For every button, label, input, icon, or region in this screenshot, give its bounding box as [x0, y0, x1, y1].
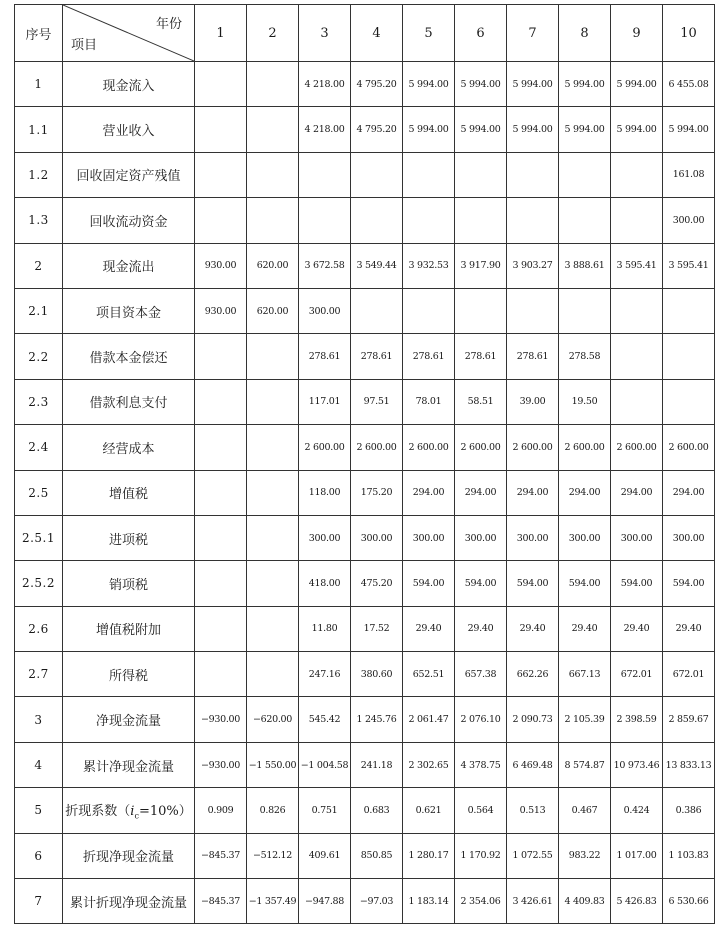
row-item: 所得税: [63, 652, 195, 697]
value-cell: [507, 198, 559, 243]
cash-flow-table: [14, 4, 715, 924]
row-item: 借款利息支付: [63, 379, 195, 424]
value-cell: 930.00: [195, 288, 247, 333]
value-cell: [195, 107, 247, 152]
row-seq: 6: [15, 833, 63, 878]
row-seq: 2.2: [15, 334, 63, 379]
value-cell: 2 859.67: [663, 697, 715, 742]
value-cell: [299, 152, 351, 197]
value-cell: 1 183.14: [403, 879, 455, 924]
table-row: [15, 879, 715, 924]
value-cell: [455, 152, 507, 197]
value-cell: [663, 379, 715, 424]
value-cell: 300.00: [559, 515, 611, 560]
value-cell: 2 090.73: [507, 697, 559, 742]
value-cell: 294.00: [507, 470, 559, 515]
value-cell: 0.683: [351, 788, 403, 833]
value-cell: 4 218.00: [299, 107, 351, 152]
value-cell: 0.751: [299, 788, 351, 833]
value-cell: 294.00: [455, 470, 507, 515]
row-seq: 4: [15, 742, 63, 787]
value-cell: 3 595.41: [611, 243, 663, 288]
value-cell: 594.00: [611, 561, 663, 606]
value-cell: 247.16: [299, 652, 351, 697]
row-item: 净现金流量: [63, 697, 195, 742]
value-cell: 117.01: [299, 379, 351, 424]
value-cell: 300.00: [351, 515, 403, 560]
value-cell: 3 888.61: [559, 243, 611, 288]
value-cell: −930.00: [195, 697, 247, 742]
value-cell: 4 795.20: [351, 107, 403, 152]
row-seq: 2.5.2: [15, 561, 63, 606]
row-item: 累计净现金流量: [63, 742, 195, 787]
value-cell: 3 595.41: [663, 243, 715, 288]
value-cell: 300.00: [663, 198, 715, 243]
value-cell: [247, 379, 299, 424]
value-cell: [247, 107, 299, 152]
value-cell: −930.00: [195, 742, 247, 787]
row-seq: 5: [15, 788, 63, 833]
value-cell: −1 550.00: [247, 742, 299, 787]
value-cell: 6 455.08: [663, 62, 715, 107]
header-diagonal-cell: [63, 5, 195, 62]
row-item: 累计折现净现金流量: [63, 879, 195, 924]
value-cell: 5 994.00: [455, 62, 507, 107]
row-item: 回收流动资金: [63, 198, 195, 243]
row-item: 现金流入: [63, 62, 195, 107]
value-cell: −845.37: [195, 833, 247, 878]
value-cell: [663, 288, 715, 333]
table-row: [15, 652, 715, 697]
header-year: 5: [403, 5, 455, 62]
row-item: [63, 788, 195, 833]
table-body: [15, 62, 715, 924]
value-cell: 29.40: [455, 606, 507, 651]
row-seq: 3: [15, 697, 63, 742]
row-item: 营业收入: [63, 107, 195, 152]
value-cell: 380.60: [351, 652, 403, 697]
value-cell: [403, 288, 455, 333]
value-cell: [507, 288, 559, 333]
value-cell: 29.40: [611, 606, 663, 651]
value-cell: [247, 62, 299, 107]
value-cell: 1 017.00: [611, 833, 663, 878]
value-cell: [195, 561, 247, 606]
value-cell: [247, 652, 299, 697]
value-cell: 6 530.66: [663, 879, 715, 924]
value-cell: 5 994.00: [611, 107, 663, 152]
value-cell: 294.00: [403, 470, 455, 515]
value-cell: 300.00: [299, 288, 351, 333]
row-item: 项目资本金: [63, 288, 195, 333]
value-cell: 300.00: [299, 515, 351, 560]
table-row: [15, 606, 715, 651]
header-year: 6: [455, 5, 507, 62]
value-cell: 594.00: [455, 561, 507, 606]
value-cell: 594.00: [559, 561, 611, 606]
row-seq: 2: [15, 243, 63, 288]
row-item: 回收固定资产残值: [63, 152, 195, 197]
value-cell: 118.00: [299, 470, 351, 515]
value-cell: 5 994.00: [507, 107, 559, 152]
value-cell: [611, 152, 663, 197]
value-cell: [247, 561, 299, 606]
value-cell: 0.424: [611, 788, 663, 833]
row-item: 经营成本: [63, 425, 195, 470]
value-cell: 850.85: [351, 833, 403, 878]
header-year: 2: [247, 5, 299, 62]
value-cell: 662.26: [507, 652, 559, 697]
value-cell: 3 549.44: [351, 243, 403, 288]
value-cell: 6 469.48: [507, 742, 559, 787]
header-year: 10: [663, 5, 715, 62]
row-item: 现金流出: [63, 243, 195, 288]
value-cell: 545.42: [299, 697, 351, 742]
value-cell: 5 994.00: [559, 107, 611, 152]
value-cell: 657.38: [455, 652, 507, 697]
value-cell: 0.513: [507, 788, 559, 833]
row-item: 增值税: [63, 470, 195, 515]
value-cell: 2 600.00: [611, 425, 663, 470]
value-cell: 418.00: [299, 561, 351, 606]
value-cell: [559, 288, 611, 333]
value-cell: 78.01: [403, 379, 455, 424]
value-cell: 620.00: [247, 243, 299, 288]
value-cell: 4 795.20: [351, 62, 403, 107]
value-cell: [403, 198, 455, 243]
value-cell: 294.00: [663, 470, 715, 515]
table-row: [15, 561, 715, 606]
header-year: 4: [351, 5, 403, 62]
value-cell: 278.61: [299, 334, 351, 379]
value-cell: 4 409.83: [559, 879, 611, 924]
value-cell: 278.61: [455, 334, 507, 379]
value-cell: 475.20: [351, 561, 403, 606]
value-cell: [247, 515, 299, 560]
value-cell: 13 833.13: [663, 742, 715, 787]
row-seq: 1.1: [15, 107, 63, 152]
value-cell: [507, 152, 559, 197]
value-cell: 5 994.00: [611, 62, 663, 107]
value-cell: 39.00: [507, 379, 559, 424]
value-cell: 2 600.00: [559, 425, 611, 470]
value-cell: 278.61: [507, 334, 559, 379]
value-cell: 1 103.83: [663, 833, 715, 878]
value-cell: 0.621: [403, 788, 455, 833]
value-cell: [351, 288, 403, 333]
value-cell: 29.40: [507, 606, 559, 651]
row-seq: 1.2: [15, 152, 63, 197]
header-year-label: 年份: [155, 17, 182, 32]
value-cell: 594.00: [403, 561, 455, 606]
value-cell: 4 378.75: [455, 742, 507, 787]
value-cell: 409.61: [299, 833, 351, 878]
table-row: [15, 470, 715, 515]
value-cell: 3 426.61: [507, 879, 559, 924]
value-cell: [455, 288, 507, 333]
value-cell: 19.50: [559, 379, 611, 424]
value-cell: [611, 379, 663, 424]
value-cell: 5 994.00: [663, 107, 715, 152]
row-seq: 2.3: [15, 379, 63, 424]
table-row: [15, 198, 715, 243]
value-cell: 2 354.06: [455, 879, 507, 924]
row-item: 折现净现金流量: [63, 833, 195, 878]
value-cell: −97.03: [351, 879, 403, 924]
header-item-label: 项目: [71, 38, 98, 53]
value-cell: 983.22: [559, 833, 611, 878]
value-cell: 294.00: [611, 470, 663, 515]
row-seq: 2.6: [15, 606, 63, 651]
row-item: 借款本金偿还: [63, 334, 195, 379]
table-row: [15, 288, 715, 333]
table-row: [15, 788, 715, 833]
value-cell: 2 600.00: [507, 425, 559, 470]
value-cell: 5 994.00: [559, 62, 611, 107]
value-cell: [611, 334, 663, 379]
value-cell: −620.00: [247, 697, 299, 742]
value-cell: 2 076.10: [455, 697, 507, 742]
value-cell: 0.386: [663, 788, 715, 833]
value-cell: [247, 606, 299, 651]
table-row: [15, 379, 715, 424]
header-year: 7: [507, 5, 559, 62]
value-cell: 0.826: [247, 788, 299, 833]
value-cell: [663, 334, 715, 379]
value-cell: 278.61: [351, 334, 403, 379]
value-cell: −512.12: [247, 833, 299, 878]
value-cell: 300.00: [403, 515, 455, 560]
value-cell: 594.00: [663, 561, 715, 606]
row-item: 进项税: [63, 515, 195, 560]
value-cell: [195, 62, 247, 107]
value-cell: 930.00: [195, 243, 247, 288]
value-cell: 29.40: [403, 606, 455, 651]
header-year: 8: [559, 5, 611, 62]
item-suffix: =10%）: [138, 804, 192, 820]
value-cell: [195, 606, 247, 651]
value-cell: [195, 152, 247, 197]
value-cell: [403, 152, 455, 197]
table-row: [15, 243, 715, 288]
value-cell: 300.00: [507, 515, 559, 560]
value-cell: 652.51: [403, 652, 455, 697]
header-row: [15, 5, 715, 62]
value-cell: 5 994.00: [507, 62, 559, 107]
value-cell: 11.80: [299, 606, 351, 651]
value-cell: 0.909: [195, 788, 247, 833]
value-cell: 2 600.00: [663, 425, 715, 470]
item-variable-letter: i: [130, 804, 135, 820]
value-cell: 2 600.00: [351, 425, 403, 470]
value-cell: −1 004.58: [299, 742, 351, 787]
value-cell: 667.13: [559, 652, 611, 697]
row-seq: 2.5.1: [15, 515, 63, 560]
value-cell: [195, 425, 247, 470]
table-row: [15, 515, 715, 560]
value-cell: [351, 152, 403, 197]
row-seq: 2.7: [15, 652, 63, 697]
value-cell: 97.51: [351, 379, 403, 424]
table-row: [15, 107, 715, 152]
value-cell: 3 672.58: [299, 243, 351, 288]
value-cell: [247, 425, 299, 470]
value-cell: 3 903.27: [507, 243, 559, 288]
header-year: 3: [299, 5, 351, 62]
value-cell: [611, 198, 663, 243]
table-row: [15, 697, 715, 742]
value-cell: 1 280.17: [403, 833, 455, 878]
value-cell: 2 398.59: [611, 697, 663, 742]
value-cell: 278.58: [559, 334, 611, 379]
value-cell: 300.00: [663, 515, 715, 560]
value-cell: 5 426.83: [611, 879, 663, 924]
value-cell: 1 170.92: [455, 833, 507, 878]
value-cell: [559, 198, 611, 243]
value-cell: [195, 198, 247, 243]
row-seq: 1.3: [15, 198, 63, 243]
value-cell: 2 105.39: [559, 697, 611, 742]
value-cell: 161.08: [663, 152, 715, 197]
value-cell: 0.564: [455, 788, 507, 833]
value-cell: 29.40: [663, 606, 715, 651]
table-row: [15, 425, 715, 470]
value-cell: [247, 152, 299, 197]
value-cell: 3 917.90: [455, 243, 507, 288]
value-cell: 5 994.00: [455, 107, 507, 152]
value-cell: [247, 198, 299, 243]
value-cell: 278.61: [403, 334, 455, 379]
value-cell: [195, 379, 247, 424]
value-cell: 4 218.00: [299, 62, 351, 107]
header-year: 1: [195, 5, 247, 62]
value-cell: [351, 198, 403, 243]
value-cell: [247, 470, 299, 515]
row-seq: 7: [15, 879, 63, 924]
value-cell: 1 245.76: [351, 697, 403, 742]
row-seq: 2.5: [15, 470, 63, 515]
value-cell: [299, 198, 351, 243]
value-cell: [559, 152, 611, 197]
value-cell: [455, 198, 507, 243]
value-cell: [611, 288, 663, 333]
table-row: [15, 152, 715, 197]
value-cell: 0.467: [559, 788, 611, 833]
table-row: [15, 742, 715, 787]
table-row: [15, 334, 715, 379]
value-cell: 2 302.65: [403, 742, 455, 787]
value-cell: 3 932.53: [403, 243, 455, 288]
row-seq: 1: [15, 62, 63, 107]
value-cell: 8 574.87: [559, 742, 611, 787]
value-cell: −947.88: [299, 879, 351, 924]
value-cell: 2 600.00: [299, 425, 351, 470]
value-cell: 2 061.47: [403, 697, 455, 742]
value-cell: 1 072.55: [507, 833, 559, 878]
value-cell: 17.52: [351, 606, 403, 651]
value-cell: 300.00: [455, 515, 507, 560]
value-cell: 2 600.00: [403, 425, 455, 470]
value-cell: 5 994.00: [403, 107, 455, 152]
value-cell: 300.00: [611, 515, 663, 560]
value-cell: 29.40: [559, 606, 611, 651]
value-cell: 294.00: [559, 470, 611, 515]
value-cell: 175.20: [351, 470, 403, 515]
value-cell: 241.18: [351, 742, 403, 787]
item-variable: [130, 804, 139, 819]
value-cell: 594.00: [507, 561, 559, 606]
value-cell: [195, 652, 247, 697]
value-cell: [195, 334, 247, 379]
value-cell: [195, 515, 247, 560]
row-item: 销项税: [63, 561, 195, 606]
value-cell: 620.00: [247, 288, 299, 333]
value-cell: 2 600.00: [455, 425, 507, 470]
value-cell: 672.01: [663, 652, 715, 697]
header-seq: 序号: [15, 5, 63, 62]
value-cell: −1 357.49: [247, 879, 299, 924]
value-cell: 10 973.46: [611, 742, 663, 787]
header-year: 9: [611, 5, 663, 62]
value-cell: [247, 334, 299, 379]
table-row: [15, 833, 715, 878]
table-row: [15, 62, 715, 107]
row-item: 增值税附加: [63, 606, 195, 651]
value-cell: −845.37: [195, 879, 247, 924]
value-cell: 5 994.00: [403, 62, 455, 107]
item-prefix: 折现系数（: [65, 804, 131, 820]
row-seq: 2.4: [15, 425, 63, 470]
value-cell: 672.01: [611, 652, 663, 697]
row-seq: 2.1: [15, 288, 63, 333]
value-cell: 58.51: [455, 379, 507, 424]
item-variable-subscript: c: [134, 811, 139, 821]
value-cell: [195, 470, 247, 515]
